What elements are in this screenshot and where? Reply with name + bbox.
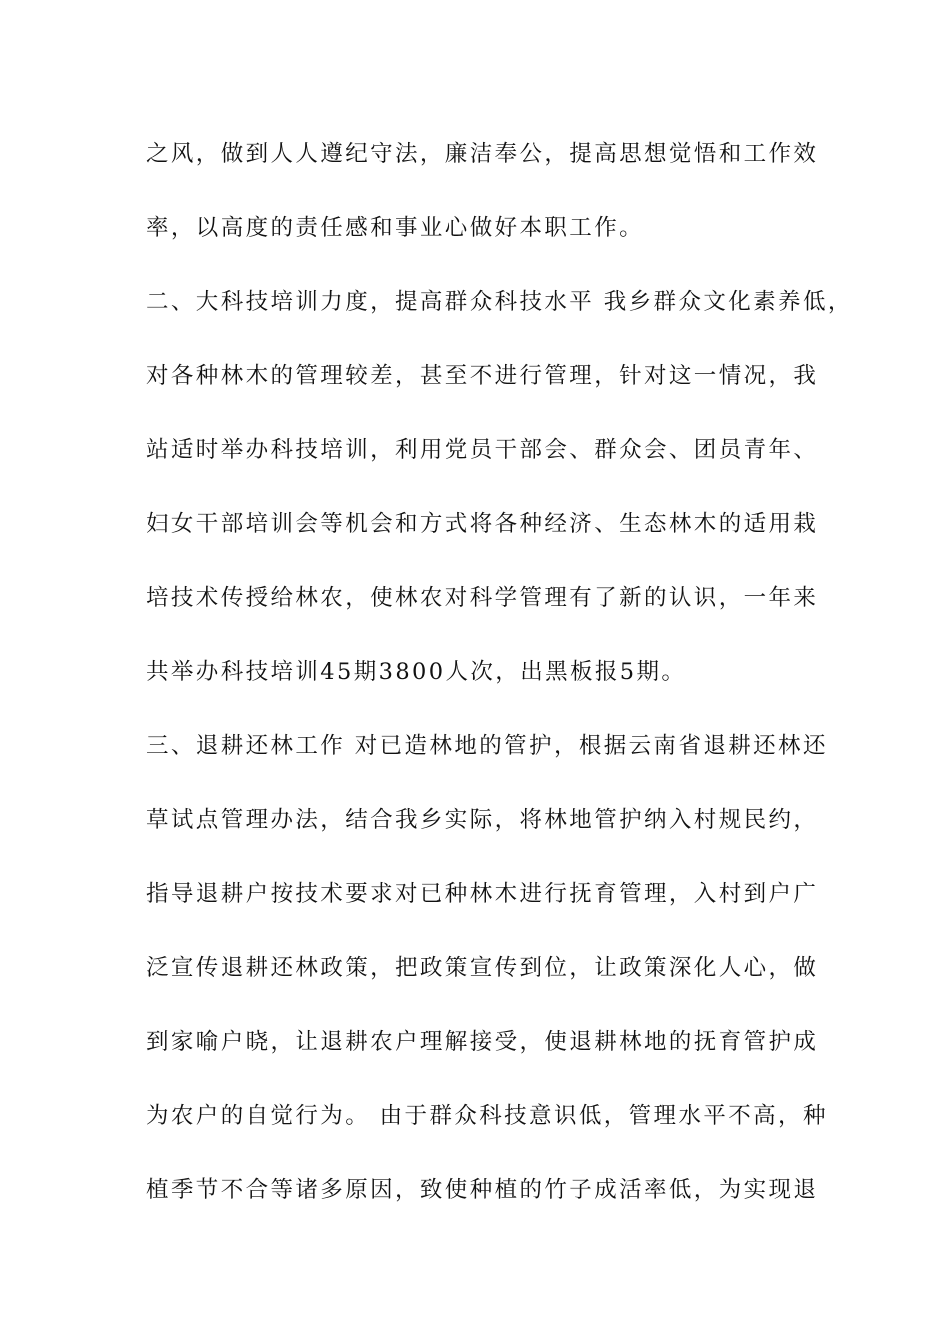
text-line: 妇女干部培训会等机会和方式将各种经济、生态林木的适用栽 xyxy=(146,511,819,537)
text-line: 草试点管理办法，结合我乡实际，将林地管护纳入村规民约， xyxy=(146,807,819,833)
text-line: 站适时举办科技培训，利用党员干部会、群众会、团员青年、 xyxy=(146,437,819,463)
text-line: 共举办科技培训45期3800人次，出黑板报5期。 xyxy=(146,659,687,685)
text-line: 培技术传授给林农，使林农对科学管理有了新的认识，一年来 xyxy=(146,585,819,611)
text-line: 三、退耕还林工作 对已造林地的管护，根据云南省退耕还林还 xyxy=(146,733,828,759)
text-line: 到家喻户晓，让退耕农户理解接受，使退耕林地的抚育管护成 xyxy=(146,1029,819,1055)
text-line: 指导退耕户按技术要求对已种林木进行抚育管理，入村到户广 xyxy=(146,881,819,907)
text-line: 植季节不合等诸多原因，致使种植的竹子成活率低，为实现退 xyxy=(146,1177,819,1203)
text-line: 率，以高度的责任感和事业心做好本职工作。 xyxy=(146,215,645,241)
text-line: 为农户的自觉行为。 由于群众科技意识低，管理水平不高，种 xyxy=(146,1103,828,1129)
text-line: 二、大科技培训力度，提高群众科技水平 我乡群众文化素养低， xyxy=(146,289,853,315)
body-text xyxy=(146,128,853,1238)
text-line: 对各种林木的管理较差，甚至不进行管理，针对这一情况，我 xyxy=(146,363,819,389)
text-line: 泛宣传退耕还林政策，把政策宣传到位，让政策深化人心，做 xyxy=(146,955,819,981)
text-line: 之风，做到人人遵纪守法，廉洁奉公，提高思想觉悟和工作效 xyxy=(146,141,819,167)
